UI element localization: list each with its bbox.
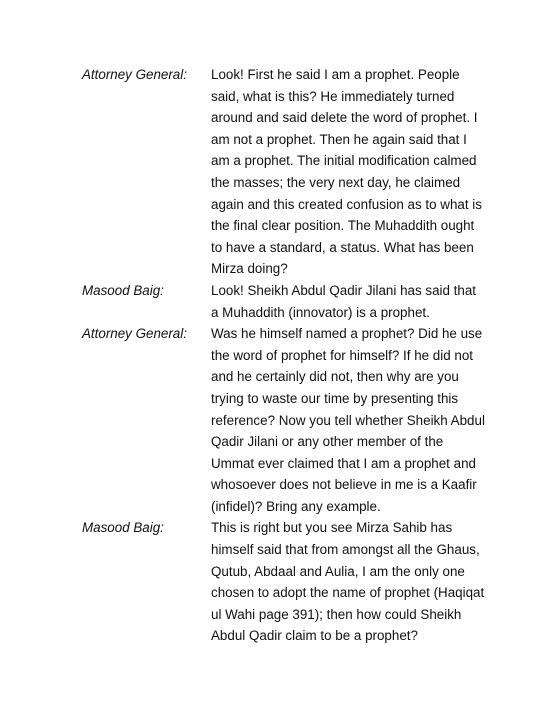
- statement-line: and he certainly did not, then why are you: [211, 369, 459, 385]
- transcript-entry: [82, 517, 485, 647]
- statement-line: whosoever does not believe in me is a Kaafir: [211, 477, 477, 493]
- statement-line: Ummat ever claimed that I am a prophet and: [211, 455, 476, 471]
- statement-line: Mirza doing?: [211, 261, 288, 277]
- statement-line: Qutub, Abdaal and Aulia, I am the only one: [211, 563, 465, 579]
- statement-line: said, what is this? He immediately turned: [211, 88, 455, 104]
- statement-line: Abdul Qadir claim to be a prophet?: [211, 628, 418, 644]
- statement: [211, 280, 482, 323]
- statement: [211, 64, 482, 280]
- speaker-name: Masood Baig:: [82, 520, 164, 536]
- statement-line: Look! Sheikh Abdul Qadir Jilani has said that: [211, 282, 477, 298]
- statement-line: reference? Now you tell whether Sheikh Abdul: [211, 412, 485, 428]
- speaker-name: Attorney General:: [82, 326, 187, 342]
- statement-line: the word of prophet for himself? If he did not: [211, 347, 474, 363]
- statement-line: trying to waste our time by presenting this: [211, 390, 459, 406]
- statement-line: (infidel)? Bring any example.: [211, 498, 381, 514]
- statement-line: am a prophet. The initial modification calmed: [211, 153, 477, 169]
- statement-line: himself said that from amongst all the Ghaus,: [211, 542, 480, 558]
- statement-line: Qadir Jilani or any other member of the: [211, 434, 444, 450]
- transcript-entry: [82, 64, 482, 280]
- statement-line: Look! First he said I am a prophet. People: [211, 67, 460, 82]
- transcript-entry: [82, 280, 482, 323]
- statement-line: a Muhaddith (innovator) is a prophet.: [211, 304, 430, 320]
- statement-line: am not a prophet. Then he again said that I: [211, 131, 467, 147]
- statement: [211, 323, 485, 517]
- transcript-entry: [82, 323, 485, 517]
- statement-line: to have a standard, a status. What has been: [211, 239, 474, 255]
- statement-line: the masses; the very next day, he claimed: [211, 174, 461, 190]
- statement-line: This is right but you see Mirza Sahib has: [211, 520, 453, 536]
- statement-line: ul Wahi page 391); then how could Sheikh: [211, 606, 462, 622]
- statement-line: around and said delete the word of prophet. I: [211, 110, 478, 126]
- statement-line: chosen to adopt the name of prophet (Haqiqat: [211, 585, 485, 601]
- statement-line: again and this created confusion as to what is: [211, 196, 482, 212]
- transcript: [82, 64, 485, 647]
- statement-line: Was he himself named a prophet? Did he use: [211, 326, 483, 342]
- speaker-name: Attorney General:: [82, 67, 187, 82]
- statement: [211, 517, 484, 647]
- statement-line: the final clear position. The Muhaddith ought: [211, 218, 475, 234]
- speaker-name: Masood Baig:: [82, 282, 164, 298]
